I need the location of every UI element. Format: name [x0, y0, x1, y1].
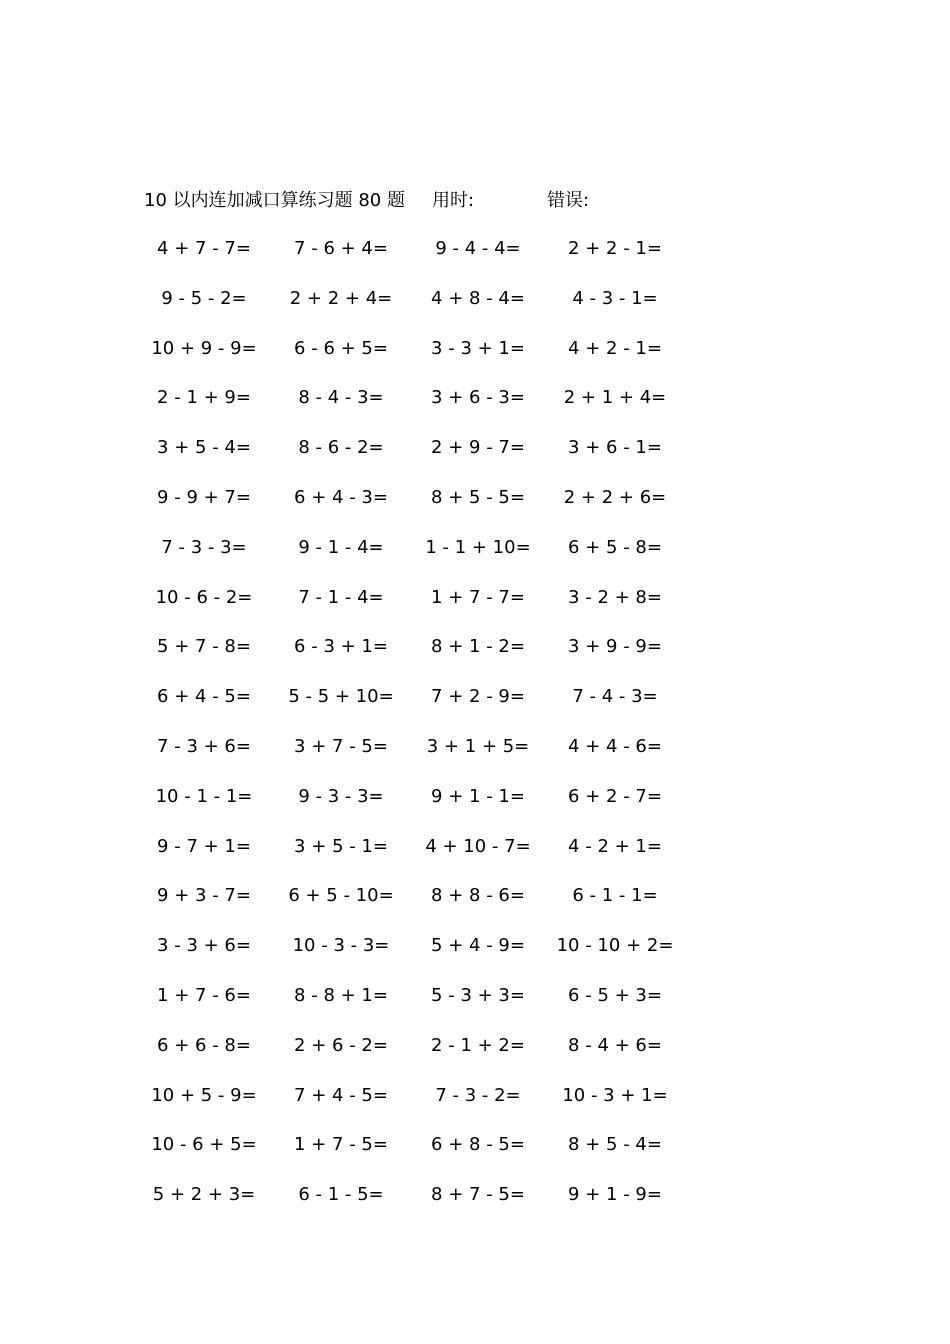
problem-item: 5 - 5 + 10= [288, 686, 394, 708]
problem-row [0, 981, 950, 1031]
problem-item: 3 + 9 - 9= [568, 636, 662, 658]
problem-item: 1 - 1 + 10= [425, 536, 531, 558]
problem-row [0, 234, 950, 284]
problem-item: 6 + 4 - 3= [294, 486, 388, 508]
problem-row [0, 1031, 950, 1081]
problem-item: 6 + 2 - 7= [568, 785, 662, 807]
problem-item: 2 + 2 + 4= [289, 287, 393, 309]
problem-item: 4 + 4 - 6= [568, 735, 662, 757]
problem-item: 9 - 9 + 7= [157, 486, 251, 508]
problem-item: 7 - 3 + 6= [157, 735, 251, 757]
problem-item: 3 + 1 + 5= [426, 735, 530, 757]
problem-item: 10 - 6 - 2= [155, 586, 253, 608]
problem-item: 7 - 1 - 4= [298, 586, 384, 608]
problem-item: 4 - 2 + 1= [568, 835, 662, 857]
problem-item: 8 + 8 - 6= [431, 885, 525, 907]
problem-item: 3 - 3 + 6= [157, 935, 251, 957]
problem-item: 3 + 6 - 3= [431, 387, 525, 409]
problem-item: 7 - 3 - 3= [161, 536, 247, 558]
problem-item: 6 + 5 - 10= [288, 885, 394, 907]
problem-item: 8 - 4 + 6= [568, 1034, 662, 1056]
time-used-label: 用时: [432, 190, 475, 211]
problem-item: 2 - 1 + 2= [431, 1034, 525, 1056]
problem-item: 4 + 7 - 7= [157, 238, 251, 259]
problem-item: 9 + 3 - 7= [157, 885, 251, 907]
problem-row [0, 1081, 950, 1131]
problem-row [0, 832, 950, 882]
problem-item: 8 + 1 - 2= [431, 636, 525, 658]
problem-item: 3 + 5 - 4= [157, 437, 251, 459]
problem-row [0, 632, 950, 682]
problem-row [0, 1130, 950, 1180]
problem-item: 6 - 1 - 5= [298, 1184, 384, 1206]
problem-row [0, 782, 950, 832]
problem-row [0, 433, 950, 483]
problem-item: 10 + 9 - 9= [151, 337, 257, 359]
problem-item: 6 + 6 - 8= [157, 1034, 251, 1056]
problem-item: 6 - 3 + 1= [294, 636, 388, 658]
problem-row [0, 732, 950, 782]
problem-item: 7 - 3 - 2= [435, 1084, 521, 1106]
problem-item: 4 + 8 - 4= [431, 287, 525, 309]
problem-row [0, 483, 950, 533]
problem-item: 1 + 7 - 6= [157, 984, 251, 1006]
problem-item: 6 - 5 + 3= [568, 984, 662, 1006]
problem-item: 3 + 5 - 1= [294, 835, 388, 857]
problem-item: 7 + 2 - 9= [431, 686, 525, 708]
problem-item: 10 - 6 + 5= [151, 1134, 257, 1156]
problem-row [0, 383, 950, 433]
problem-item: 8 + 5 - 5= [431, 486, 525, 508]
problem-item: 6 - 1 - 1= [572, 885, 658, 907]
problem-item: 9 - 1 - 4= [298, 536, 384, 558]
problem-item: 9 + 1 - 9= [568, 1184, 662, 1206]
problem-item: 9 - 7 + 1= [157, 835, 251, 857]
problem-row [0, 682, 950, 732]
problem-item: 8 - 4 - 3= [298, 387, 384, 409]
problem-row [0, 284, 950, 334]
problem-item: 5 + 4 - 9= [431, 935, 525, 957]
problem-item: 10 - 3 + 1= [562, 1084, 668, 1106]
problem-item: 4 + 10 - 7= [425, 835, 531, 857]
problem-item: 9 + 1 - 1= [431, 785, 525, 807]
problem-item: 1 + 7 - 7= [431, 586, 525, 608]
problem-item: 2 + 2 - 1= [568, 238, 662, 259]
problem-item: 10 - 10 + 2= [556, 935, 674, 957]
problem-row [0, 334, 950, 384]
error-count-label: 错误: [547, 190, 590, 211]
problem-item: 9 - 3 - 3= [298, 785, 384, 807]
problem-item: 10 + 5 - 9= [151, 1084, 257, 1106]
problem-item: 3 + 6 - 1= [568, 437, 662, 459]
problem-item: 2 + 2 + 6= [563, 486, 667, 508]
problem-item: 7 - 4 - 3= [572, 686, 658, 708]
problem-row [0, 881, 950, 931]
problem-item: 8 - 6 - 2= [298, 437, 384, 459]
problem-row [0, 533, 950, 583]
problem-item: 7 + 4 - 5= [294, 1084, 388, 1106]
problem-row [0, 931, 950, 981]
problem-item: 3 - 2 + 8= [568, 586, 662, 608]
problem-item: 2 + 6 - 2= [294, 1034, 388, 1056]
problem-item: 5 + 7 - 8= [157, 636, 251, 658]
problem-item: 4 - 3 - 1= [572, 287, 658, 309]
problem-item: 3 - 3 + 1= [431, 337, 525, 359]
problem-row [0, 583, 950, 633]
problem-grid [0, 234, 950, 1230]
problem-item: 8 + 7 - 5= [431, 1184, 525, 1206]
problem-item: 2 - 1 + 9= [157, 387, 251, 409]
problem-item: 5 - 3 + 3= [431, 984, 525, 1006]
problem-item: 6 + 5 - 8= [568, 536, 662, 558]
problem-row [0, 1180, 950, 1230]
problem-item: 4 + 2 - 1= [568, 337, 662, 359]
problem-item: 10 - 3 - 3= [292, 935, 390, 957]
problem-item: 9 - 5 - 2= [161, 287, 247, 309]
problem-item: 6 + 4 - 5= [157, 686, 251, 708]
problem-item: 10 - 1 - 1= [155, 785, 253, 807]
problem-item: 6 + 8 - 5= [431, 1134, 525, 1156]
problem-item: 1 + 7 - 5= [294, 1134, 388, 1156]
problem-item: 8 - 8 + 1= [294, 984, 388, 1006]
problem-item: 3 + 7 - 5= [294, 735, 388, 757]
problem-item: 9 - 4 - 4= [435, 238, 521, 259]
problem-item: 2 + 1 + 4= [563, 387, 667, 409]
worksheet-title: 10 以内连加减口算练习题 80 题 [144, 190, 405, 211]
problem-item: 6 - 6 + 5= [294, 337, 388, 359]
problem-item: 7 - 6 + 4= [294, 238, 388, 259]
problem-item: 8 + 5 - 4= [568, 1134, 662, 1156]
problem-item: 5 + 2 + 3= [152, 1184, 256, 1206]
problem-item: 2 + 9 - 7= [431, 437, 525, 459]
